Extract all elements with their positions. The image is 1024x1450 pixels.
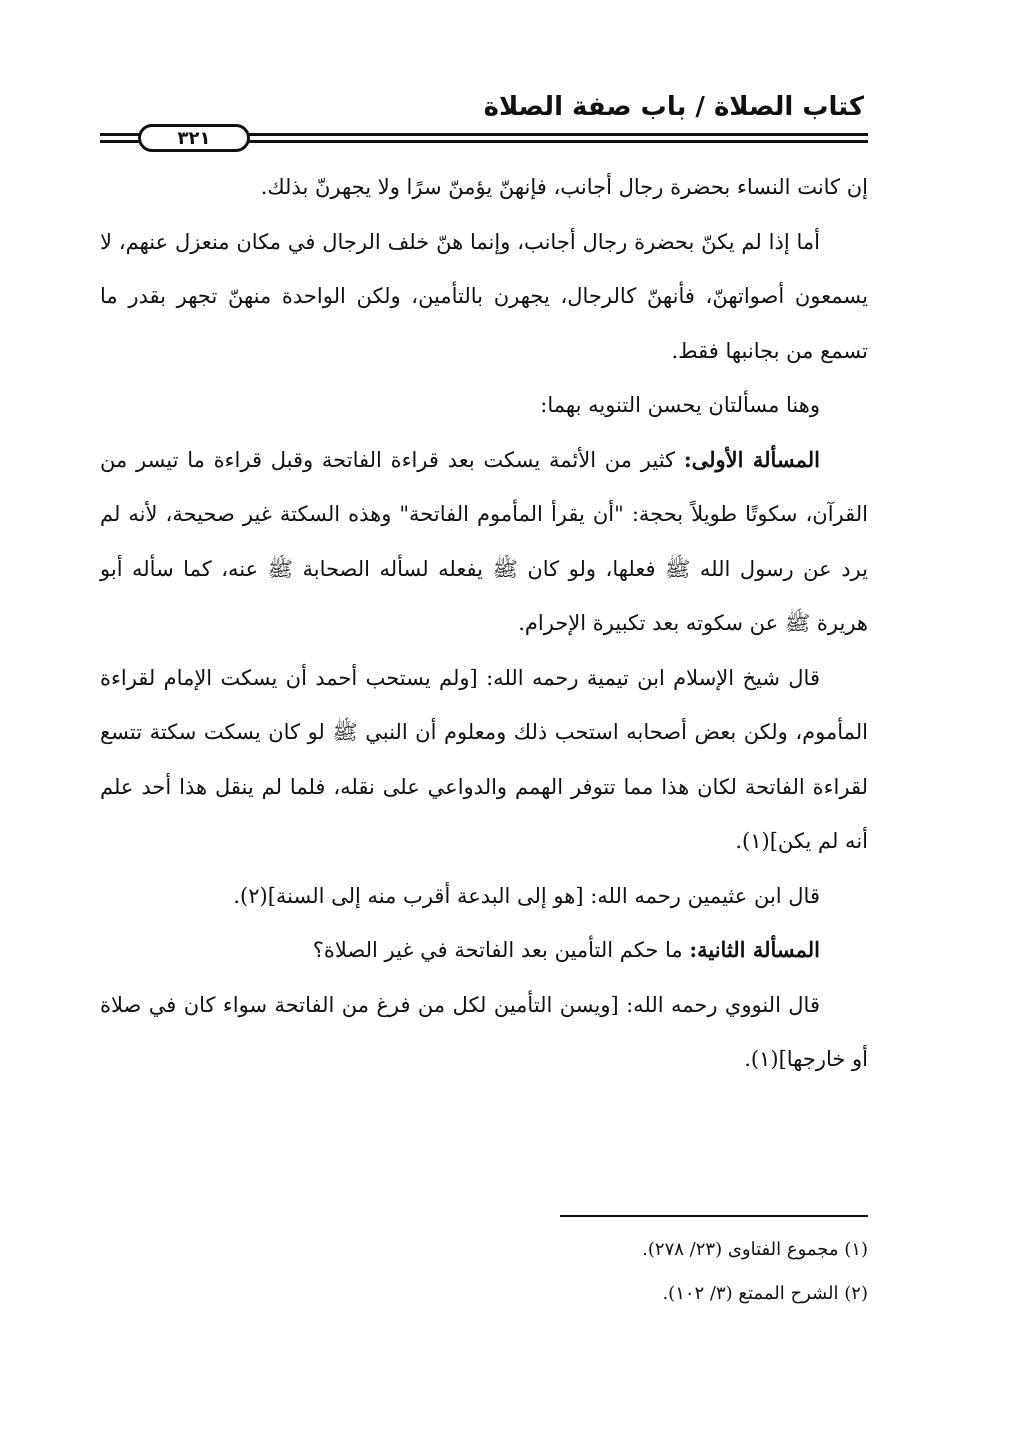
footnote-1: (١) مجموع الفتاوى (٢٣/ ٢٧٨). xyxy=(642,1239,868,1260)
footnote-separator xyxy=(560,1215,868,1217)
footnote-2: (٢) الشرح الممتع (٣/ ١٠٢). xyxy=(662,1283,868,1304)
paragraph-text: وهنا مسألتان يحسن التنويه بهما: xyxy=(540,393,820,417)
paragraph-4 xyxy=(100,433,868,651)
running-header: كتاب الصلاة / باب صفة الصلاة xyxy=(483,92,864,122)
paragraph-text: ما حكم التأمين بعد الفاتحة في غير الصلاة؟ xyxy=(312,938,683,962)
paragraph-text: كثير من الأئمة يسكت بعد قراءة الفاتحة وقبل قراءة ما تيسر من القرآن، سكوتًا طويلاً بحجة: "أن يقرأ المأموم الفاتحة" وهذه السكتة غير صحيحة، لأنه لم يرد عن رسول الله ﷺ فعلها، ولو كان ﷺ يفعله لسأله الصحابة ﷺ عنه، كما سأله أبو هريرة ﷺ عن سكوته بعد تكبيرة الإحرام. xyxy=(100,447,868,635)
footnotes xyxy=(100,1228,868,1316)
header-rule-area xyxy=(100,124,868,154)
paragraph-2 xyxy=(100,215,868,379)
paragraph-5 xyxy=(100,651,868,869)
paragraph-6 xyxy=(100,869,868,924)
paragraph-1 xyxy=(100,160,868,215)
paragraph-text: قال ابن عثيمين رحمه الله: [هو إلى البدعة أقرب منه إلى السنة](٢). xyxy=(233,883,820,908)
body-text xyxy=(100,160,868,1087)
paragraph-text: أما إذا لم يكنّ بحضرة رجال أجانب، وإنما هنّ خلف الرجال في مكان منعزل عنهم، لا يسمعون أصواتهنّ، فأنهنّ كالرجال، يجهرن بالتأمين، ولكن الواحدة منهنّ تجهر بقدر ما تسمع من بجانبها فقط. xyxy=(100,229,868,363)
issue-heading-second: المسألة الثانية: xyxy=(689,937,820,962)
issue-heading-first: المسألة الأولى: xyxy=(683,446,820,472)
page-number-badge xyxy=(138,124,250,152)
page-number: ٣٢١ xyxy=(177,127,211,149)
paragraph-7 xyxy=(100,923,868,978)
paragraph-text: قال شيخ الإسلام ابن تيمية رحمه الله: [ولم يستحب أحمد أن يسكت الإمام لقراءة المأموم، ولكن بعض أصحابه استحب ذلك ومعلوم أن النبي ﷺ لو كان يسكت سكتة تتسع لقراءة الفاتحة لكان هذا مما تتوفر الهمم والدواعي على نقله، فلما لم ينقل هذا أحد علم أنه لم يكن](١). xyxy=(100,665,868,853)
paragraph-text: إن كانت النساء بحضرة رجال أجانب، فإنهنّ يؤمنّ سرًا ولا يجهرنّ بذلك. xyxy=(260,175,868,199)
paragraph-8 xyxy=(100,978,868,1087)
paragraph-text: قال النووي رحمه الله: [ويسن التأمين لكل من فرغ من الفاتحة سواء كان في صلاة أو خارجها](١). xyxy=(100,992,868,1071)
paragraph-3 xyxy=(100,378,868,433)
